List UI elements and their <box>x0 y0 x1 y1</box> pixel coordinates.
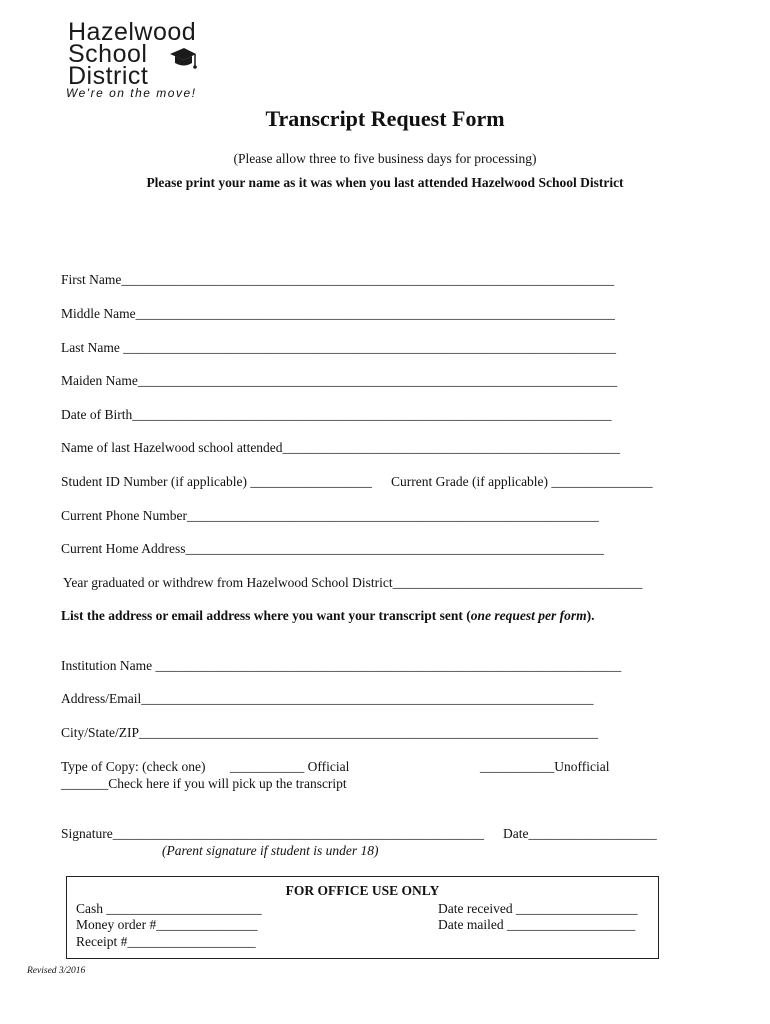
institution-name-field[interactable]: Institution Name _____________________________________________________________________ <box>61 658 622 673</box>
home-address-field[interactable]: Current Home Address______________________________________________________________ <box>61 541 604 556</box>
official-copy-option[interactable]: ___________ Official <box>230 759 350 774</box>
logo-line-2: School <box>68 40 148 68</box>
date-of-birth-field[interactable]: Date of Birth_______________________________________________________________________ <box>61 407 612 422</box>
address-email-field[interactable]: Address/Email___________________________________________________________________ <box>61 691 594 706</box>
logo-line-1: Hazelwood <box>68 18 197 46</box>
money-order-field[interactable]: Money order #_______________ <box>76 917 258 932</box>
student-id-field[interactable]: Student ID Number (if applicable) __________________ <box>61 474 372 489</box>
graduation-cap-icon <box>168 44 198 78</box>
destination-instruction-text: List the address or email address where you want your transcript sent ( <box>61 608 471 623</box>
district-logo <box>64 20 204 102</box>
destination-instruction-end: ). <box>586 608 595 623</box>
first-name-field[interactable]: First Name_________________________________________________________________________ <box>61 272 615 287</box>
processing-note: (Please allow three to five business days for processing) <box>233 151 537 166</box>
print-name-note: Please print your name as it was when you last attended Hazelwood School District <box>146 175 624 190</box>
page-title: Transcript Request Form <box>265 106 505 131</box>
office-use-title: FOR OFFICE USE ONLY <box>285 883 440 898</box>
signature-field[interactable]: Signature_______________________________________________________ <box>61 826 484 841</box>
last-name-field[interactable]: Last Name _________________________________________________________________________ <box>61 340 616 355</box>
unofficial-copy-option[interactable]: ___________Unofficial <box>480 759 610 774</box>
date-received-field[interactable]: Date received __________________ <box>438 901 638 916</box>
signature-date-field[interactable]: Date___________________ <box>503 826 657 841</box>
logo-tagline: We're on the move! <box>66 86 197 100</box>
revision-note: Revised 3/2016 <box>27 966 86 976</box>
city-state-zip-field[interactable]: City/State/ZIP____________________________________________________________________ <box>61 725 599 740</box>
current-grade-field[interactable]: Current Grade (if applicable) _______________ <box>391 474 653 489</box>
copy-type-label: Type of Copy: (check one) <box>61 759 206 774</box>
phone-field[interactable]: Current Phone Number_____________________________________________________________ <box>61 508 599 523</box>
parent-signature-note: (Parent signature if student is under 18) <box>162 843 379 858</box>
destination-instruction-emphasis: one request per form <box>470 608 587 623</box>
middle-name-field[interactable]: Middle Name_______________________________________________________________________ <box>61 306 615 321</box>
cash-field[interactable]: Cash _______________________ <box>76 901 262 916</box>
pickup-option[interactable]: _______Check here if you will pick up the transcript <box>61 776 347 791</box>
last-school-field[interactable]: Name of last Hazelwood school attended__________________________________________________ <box>61 440 621 455</box>
date-mailed-field[interactable]: Date mailed ___________________ <box>438 917 636 932</box>
year-graduated-field[interactable]: Year graduated or withdrew from Hazelwood School District_____________________________________ <box>63 575 643 590</box>
maiden-name-field[interactable]: Maiden Name_______________________________________________________________________ <box>61 373 618 388</box>
receipt-field[interactable]: Receipt #___________________ <box>76 934 256 949</box>
destination-instruction <box>61 608 595 624</box>
office-use-box <box>66 876 659 959</box>
logo-line-3: District <box>68 62 149 90</box>
